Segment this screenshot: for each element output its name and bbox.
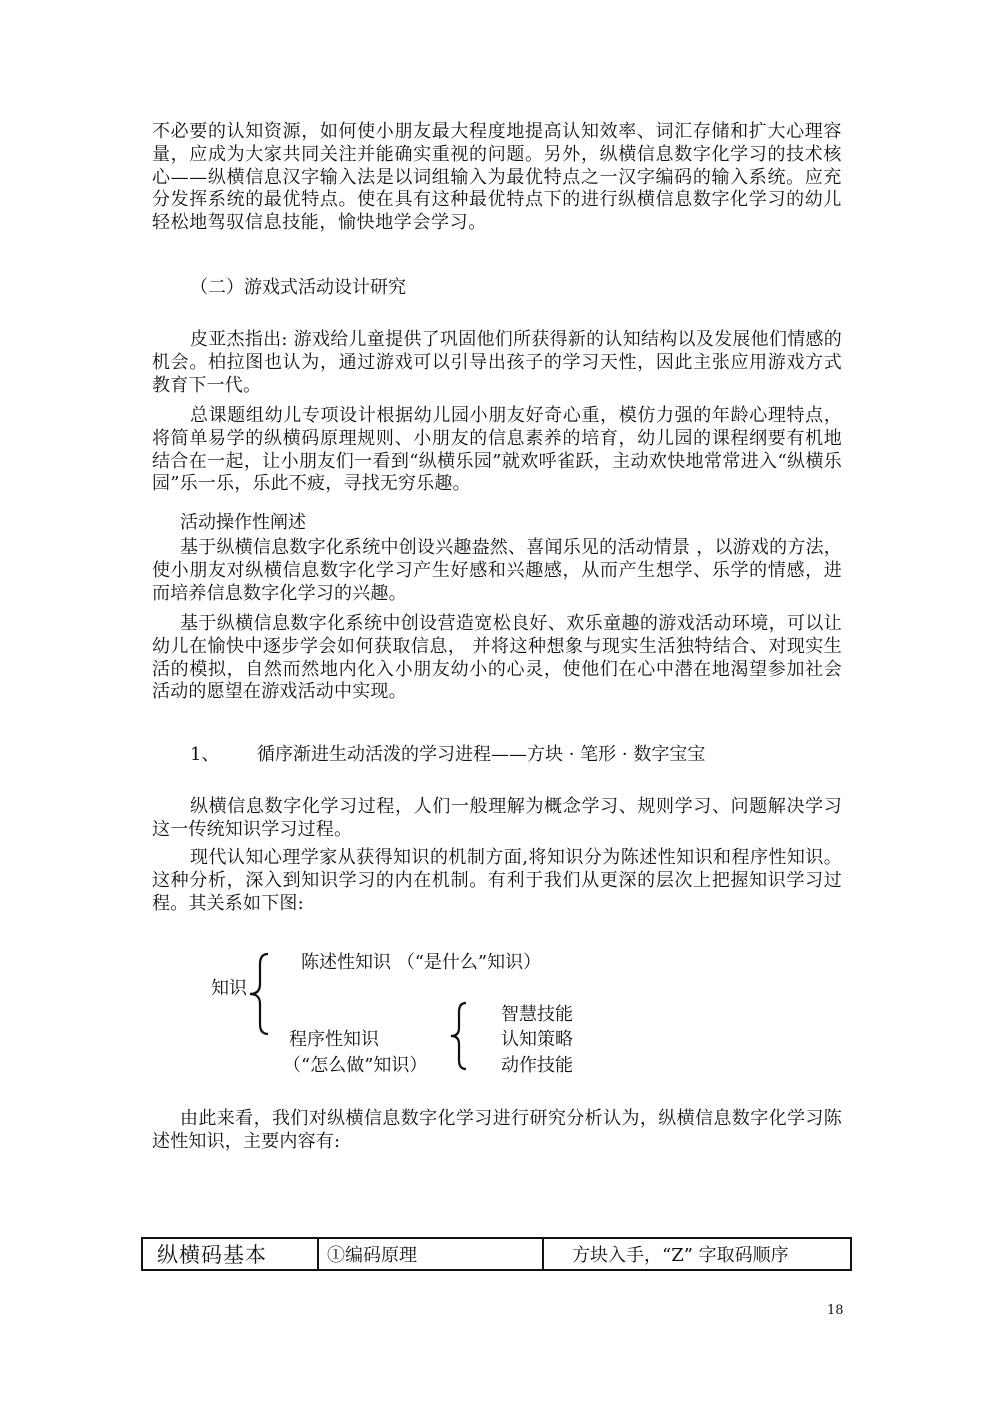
paragraph-5: 基于纵横信息数字化系统中创设营造宽松良好、欢乐童趣的游戏活动环境，可以让幼儿在愉快中逐步学会如何获取信息， 并将这种想象与现实生活独特结合、对现实生活的模拟，自然而然地内化入小朋友幼小的心灵，使他们在心中潜在地渴望参加社会活动的愿望在游戏活动中实现。 [152,613,842,703]
diagram-root-label: 知识 [211,978,247,999]
page-number: 18 [827,1303,844,1318]
subheading: 活动操作性阐述 [180,512,306,533]
paragraph-7: 现代认知心理学家从获得知识的机制方面,将知识分为陈述性知识和程序性知识。这种分析，深入到知识学习的内在机制。有利于我们从更深的层次上把握知识学习过程。其关系如下图: [152,847,842,914]
diagram-skill-3: 动作技能 [501,1055,573,1076]
table-row [142,1238,851,1270]
table-cell-description: 方块入手，“Z” 字取码顺序 [543,1238,851,1270]
paragraph-4: 基于纵横信息数字化系统中创设兴趣盎然、喜闻乐见的活动情景 ，以游戏的方法，使小朋友对纵横信息数字化学习产生好感和兴趣感，从而产生想学、乐学的情感，进而培养信息数字化学习的兴趣。 [152,537,842,604]
content-table [141,1237,852,1271]
section-heading-2: （二）游戏式活动设计研究 [190,277,406,298]
table-cell-category: 纵横码基本 [142,1238,318,1270]
paragraph-3: 总课题组幼儿专项设计根据幼儿园小朋友好奇心重，模仿力强的年龄心理特点，将简单易学的纵横码原理规则、小朋友的信息素养的培育，幼儿园的课程纲要有机地结合在一起，让小朋友们一看到“纵横乐园”就欢呼雀跃，主动欢快地常常进入“纵横乐园”乐一乐，乐此不疲，寻找无穷乐趣。 [152,405,842,495]
section-1-title: 循序渐进生动活泼的学习进程——方块 · 笔形 · 数字宝宝 [257,744,706,765]
diagram-skill-2: 认知策略 [501,1029,573,1050]
diagram-brace-procedural [446,1000,472,1074]
diagram-brace-main [244,950,274,1040]
diagram-declarative-label: 陈述性知识 （“是什么”知识） [301,952,542,973]
paragraph-8: 由此来看，我们对纵横信息数字化学习进行研究分析认为，纵横信息数字化学习陈述性知识，主要内容有: [152,1108,842,1152]
diagram-procedural-label: 程序性知识 [289,1029,379,1050]
paragraph-2: 皮亚杰指出: 游戏给儿童提供了巩固他们所获得新的认知结构以及发展他们情感的机会。柏拉图也认为，通过游戏可以引导出孩子的学习天性，因此主张应用游戏方式教育下一代。 [152,329,842,396]
diagram-procedural-sublabel: （“怎么做”知识） [283,1055,428,1076]
paragraph-6: 纵横信息数字化学习过程，人们一般理解为概念学习、规则学习、问题解决学习这一传统知识学习过程。 [152,796,842,840]
diagram-skill-1: 智慧技能 [501,1004,573,1025]
table-cell-item: ①编码原理 [318,1238,543,1270]
section-1-number: 1、 [190,744,220,765]
paragraph-1: 不必要的认知资源，如何使小朋友最大程度地提高认知效率、词汇存储和扩大心理容量，应成为大家共同关注并能确实重视的问题。另外，纵横信息数字化学习的技术核心——纵横信息汉字输入法是以词组输入为最优特点之一汉字编码的输入系统。应充分发挥系统的最优特点。使在具有这种最优特点下的进行纵横信息数字化学习的幼儿轻松地驾驭信息技能，愉快地学会学习。 [152,121,842,234]
